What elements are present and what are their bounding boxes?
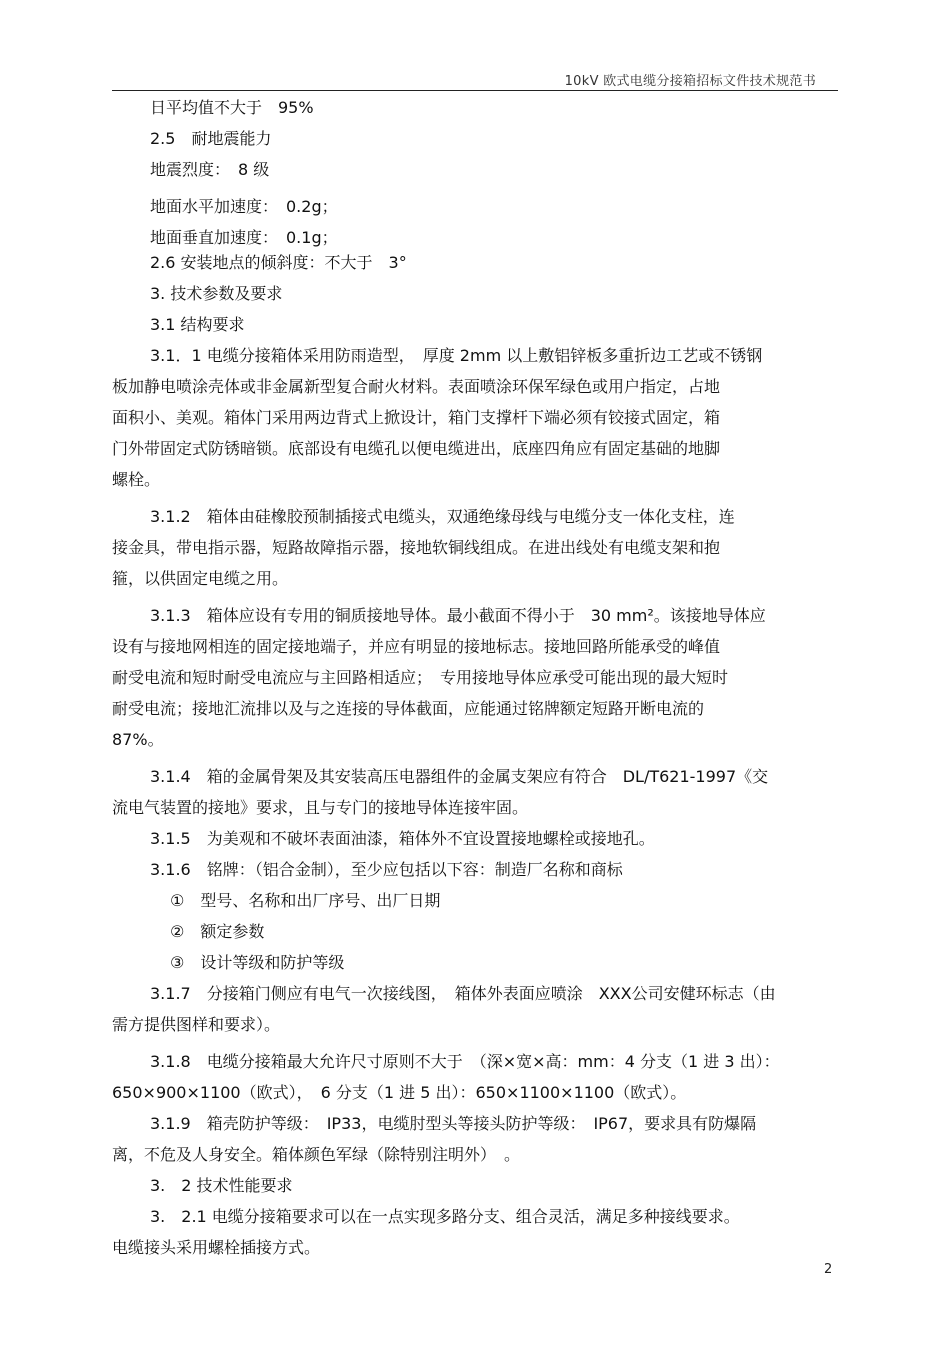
paragraph-line: 3.1.3 箱体应设有专用的铜质接地导体。最小截面不得小于 30 mm²。该接地导体应 [150,606,766,625]
section-heading: 2.6 安装地点的倾斜度：不大于 3° [150,253,407,272]
paragraph-line: 螺栓。 [112,470,161,489]
section-heading: 3. 2 技术性能要求 [150,1176,293,1195]
paragraph-line: 流电气装置的接地》要求，且与专门的接地导体连接牢固。 [112,798,529,817]
paragraph-line: 3.1.8 电缆分接箱最大允许尺寸原则不大于 （深×宽×高：mm：4 分支（1 进 3 出）： [150,1052,780,1071]
document-body [112,92,838,1263]
text-line: 地面垂直加速度： 0.1g； [150,228,338,247]
section-heading: 2.5 耐地震能力 [150,129,272,148]
paragraph-line: 3. 2.1 电缆分接箱要求可以在一点实现多路分支、组合灵活，满足多种接线要求。 [150,1207,740,1226]
paragraph-line: 板加静电喷涂壳体或非金属新型复合耐火材料。表面喷涂环保军绿色或用户指定，占地 [112,377,721,396]
text-line: 地震烈度： 8 级 [150,160,270,179]
paragraph-line: 设有与接地网相连的固定接地端子，并应有明显的接地标志。接地回路所能承受的峰值 [112,637,721,656]
paragraph-line: 650×900×1100（欧式）， 6 分支（1 进 5 出）：650×1100×1100（欧式）。 [112,1083,687,1102]
section-heading: 3. 技术参数及要求 [150,284,283,303]
paragraph-line: 电缆接头采用螺栓插接方式。 [112,1238,321,1257]
paragraph-line: 面积小、美观。箱体门采用两边背式上掀设计，箱门支撑杆下端必须有铰接式固定，箱 [112,408,721,427]
section-heading: 3.1 结构要求 [150,315,245,334]
paragraph-line: 3.1.5 为美观和不破坏表面油漆，箱体外不宜设置接地螺栓或接地孔。 [150,829,655,848]
list-item: ② 额定参数 [170,922,265,941]
paragraph-line: 3.1.4 箱的金属骨架及其安装高压电器组件的金属支架应有符合 DL/T621-1997《交 [150,767,769,786]
paragraph-line: 3.1.6 铭牌：（铝合金制），至少应包括以下容：制造厂名称和商标 [150,860,623,879]
paragraph-line: 耐受电流；接地汇流排以及与之连接的导体截面，应能通过铭牌额定短路开断电流的 [112,699,705,718]
header-title: 10kV 欧式电缆分接箱招标文件技术规范书 [564,74,816,89]
paragraph-line: 箍，以供固定电缆之用。 [112,569,289,588]
paragraph-line: 需方提供图样和要求）。 [112,1015,281,1034]
paragraph-line: 3.1.9 箱壳防护等级： IP33，电缆肘型头等接头防护等级： IP67，要求具有防爆隔 [150,1114,757,1133]
text-line: 地面水平加速度： 0.2g； [150,197,338,216]
paragraph-line: 3.1．1 电缆分接箱体采用防雨造型， 厚度 2mm 以上敷铝锌板多重折边工艺或不锈钢 [150,346,763,365]
paragraph-line: 3.1.2 箱体由硅橡胶预制插接式电缆头，双通绝缘母线与电缆分支一体化支柱，连 [150,507,735,526]
paragraph-line: 3.1.7 分接箱门侧应有电气一次接线图， 箱体外表面应喷涂 XXX公司安健环标志（由 [150,984,776,1003]
text-line: 日平均值不大于 95% [150,98,314,117]
paragraph-line: 离，不危及人身安全。箱体颜色军绿（除特别注明外） 。 [112,1145,521,1164]
paragraph-line: 接金具，带电指示器，短路故障指示器，接地软铜线组成。在进出线处有电缆支架和抱 [112,538,721,557]
page-header [112,60,838,91]
list-item: ③ 设计等级和防护等级 [170,953,345,972]
paragraph-line: 87%。 [112,730,164,749]
paragraph-line: 耐受电流和短时耐受电流应与主回路相适应； 专用接地导体应承受可能出现的最大短时 [112,668,729,687]
paragraph-line: 门外带固定式防锈暗锁。底部设有电缆孔以便电缆进出，底座四角应有固定基础的地脚 [112,439,721,458]
list-item: ① 型号、名称和出厂序号、出厂日期 [170,891,441,910]
page-number: 2 [824,1262,833,1277]
